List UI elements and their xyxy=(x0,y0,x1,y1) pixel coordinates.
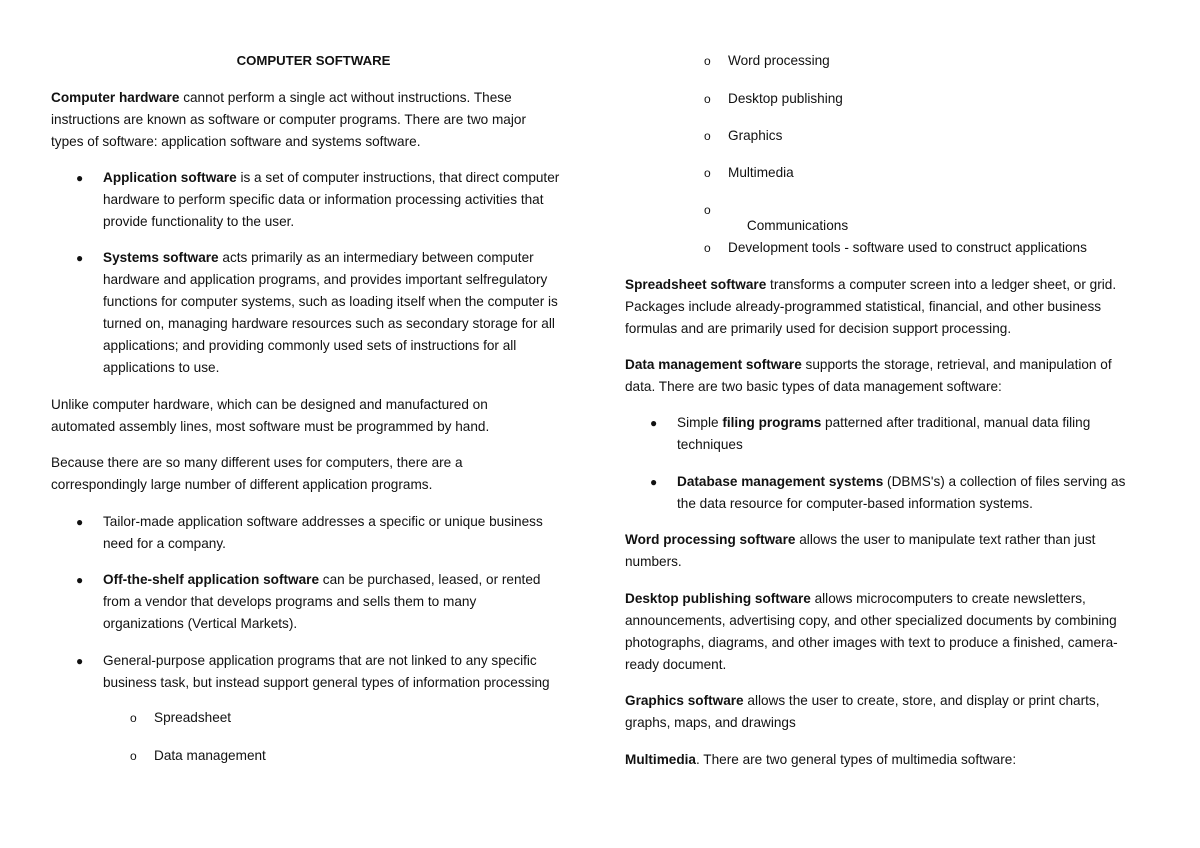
bullet-icon: ● xyxy=(76,171,84,185)
circle-bullet-icon: o xyxy=(704,54,711,68)
list-item: ● Off-the-shelf application software can be purchased, leased, or rented from a vendor that develops programs and sells them to many organizations (Vertical Markets). xyxy=(103,569,555,635)
list-item: ● General-purpose application programs that are not linked to any specific business task, but instead support general types of information processing xyxy=(103,650,579,694)
sub-list-item: o Word processing xyxy=(704,53,830,68)
list-item: ● Database management systems (DBMS's) a collection of files serving as the data resource for computer-based information systems. xyxy=(677,471,1147,515)
intro-paragraph: Computer hardware cannot perform a single act without instructions. These instructions are known as software or computer programs. There are two major types of software: application software and systems software. xyxy=(51,90,526,149)
sub-list-item: o Graphics xyxy=(704,128,783,143)
bullet-icon: ● xyxy=(76,251,84,265)
circle-bullet-icon: o xyxy=(704,92,711,106)
sub-list-item: o Development tools - software used to construct applications xyxy=(704,240,1087,255)
circle-bullet-icon: o xyxy=(704,166,711,180)
paragraph: Multimedia. There are two general types of multimedia software: xyxy=(625,752,1017,767)
bullet-icon: ● xyxy=(76,515,84,529)
bullet-icon: ● xyxy=(650,416,658,430)
sub-list-item: o Desktop publishing xyxy=(704,91,843,106)
circle-bullet-icon: o xyxy=(704,129,711,143)
list-item: ● Tailor-made application software addresses a specific or unique business need for a company. xyxy=(103,511,575,555)
sub-list-item: o Spreadsheet xyxy=(130,710,232,725)
page-title: COMPUTER SOFTWARE xyxy=(236,53,391,68)
list-item: ● Application software is a set of computer instructions, that direct computer hardware to perform specific data or information processing activities that provide functionality to the user. xyxy=(103,167,573,233)
paragraph: Unlike computer hardware, which can be designed and manufactured on automated assembly lines, most software must be programmed by hand. xyxy=(51,397,490,434)
bullet-icon: ● xyxy=(76,654,84,668)
paragraph: Spreadsheet software transforms a computer screen into a ledger sheet, or grid. Packages include already-programmed statistical, financial, and other business formulas and are primarily used for decision support processing. xyxy=(625,277,1117,336)
paragraph: Desktop publishing software allows microcomputers to create newsletters, announcements, advertising copy, and other specialized documents by combining photographs, diagrams, and other images with text to produce a finished, camera-ready document. xyxy=(625,591,1118,672)
list-item: ● Simple filing programs patterned after traditional, manual data filing techniques xyxy=(677,412,1147,456)
paragraph: Word processing software allows the user to manipulate text rather than just numbers. xyxy=(625,532,1096,569)
paragraph: Because there are so many different uses for computers, there are a correspondingly large number of different application programs. xyxy=(51,455,463,492)
sub-list-item: o Multimedia xyxy=(704,165,794,180)
paragraph: Data management software supports the storage, retrieval, and manipulation of data. There are two basic types of data management software: xyxy=(625,357,1112,394)
list-item: ● Systems software acts primarily as an intermediary between computer hardware and application programs, and provides important selfregulatory functions for computer systems, such as loading itself when the computer is turned on, managing hardware resources such as secondary storage for all applications; and providing commonly used sets of instructions for all applications to use. xyxy=(103,247,581,379)
circle-bullet-icon: o xyxy=(130,711,137,725)
paragraph: Graphics software allows the user to create, store, and display or print charts, graphs, maps, and drawings xyxy=(625,693,1100,730)
sub-list-item: o Data management xyxy=(130,748,266,763)
circle-bullet-icon: o xyxy=(704,241,711,255)
circle-bullet-icon: o xyxy=(704,203,711,217)
circle-bullet-icon: o xyxy=(130,749,137,763)
bullet-icon: ● xyxy=(650,475,658,489)
bullet-icon: ● xyxy=(76,573,84,587)
sub-list-item: o Communications xyxy=(704,203,849,233)
